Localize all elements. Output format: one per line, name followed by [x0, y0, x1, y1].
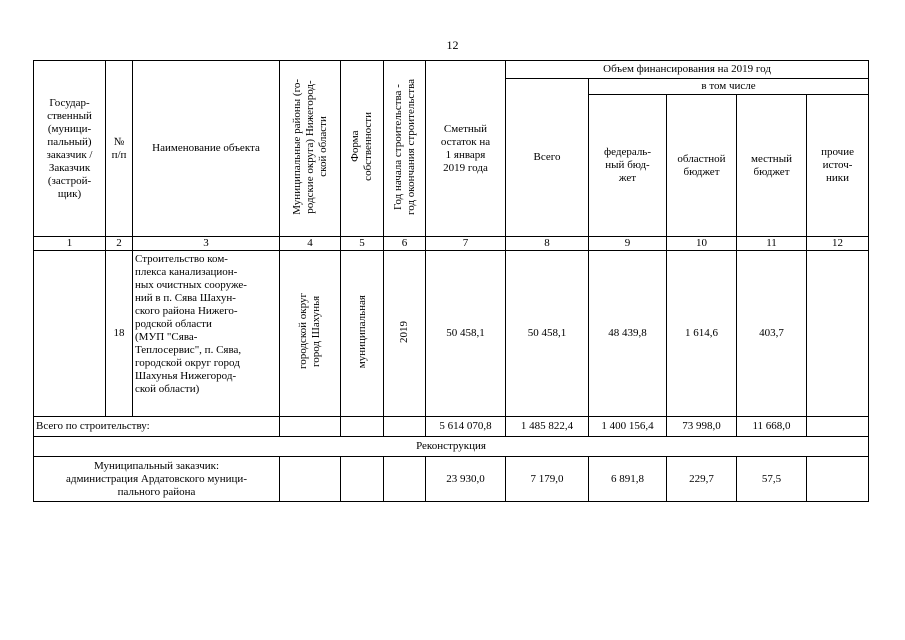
row-object-name: Строительство ком- плекса канализацион- ных очистных сооруже- ний в п. Сява Шахун- ского района Нижего- родской области (МУП "Сява- Теплосервис", п. Сява, городской округ город Шахунья Нижегород- ской области) — [133, 251, 280, 417]
row-federal: 48 439,8 — [589, 251, 667, 417]
row-other — [807, 251, 869, 417]
column-number: 5 — [341, 237, 384, 251]
column-number: 1 — [34, 237, 106, 251]
header-other: прочие источ- ники — [807, 95, 869, 237]
column-number: 10 — [667, 237, 737, 251]
row-local: 403,7 — [737, 251, 807, 417]
header-number: № п/п — [106, 61, 133, 237]
municipal-customer-remaining: 23 930,0 — [426, 457, 506, 502]
construction-total-label: Всего по строительству: — [34, 417, 280, 437]
row-district-cell — [280, 251, 341, 417]
municipal-customer-federal: 6 891,8 — [589, 457, 667, 502]
table-row — [34, 457, 869, 502]
investment-table — [33, 60, 869, 502]
municipal-customer-regional: 229,7 — [667, 457, 737, 502]
table-row — [34, 251, 869, 417]
row-district: городской округ город Шахунья — [297, 293, 322, 370]
header-customer: Государ- ственный (муници- пальный) заказчик / Заказчик (застрой- щик) — [34, 61, 106, 237]
construction-total-federal: 1 400 156,4 — [589, 417, 667, 437]
header-districts: Муниципальные районы (го- родские округа) Нижегород- ской области — [290, 78, 329, 215]
column-number: 11 — [737, 237, 807, 251]
row-ownership-cell — [341, 251, 384, 417]
column-number: 2 — [106, 237, 133, 251]
row-regional: 1 614,6 — [667, 251, 737, 417]
construction-total-local: 11 668,0 — [737, 417, 807, 437]
column-number: 6 — [384, 237, 426, 251]
construction-total-regional: 73 998,0 — [667, 417, 737, 437]
column-number: 7 — [426, 237, 506, 251]
table-row — [34, 437, 869, 457]
row-total: 50 458,1 — [506, 251, 589, 417]
header-ownership: Форма собственности — [349, 112, 374, 181]
header-funding: Объем финансирования на 2019 год — [506, 61, 869, 79]
header-object-name: Наименование объекта — [133, 61, 280, 237]
column-number: 9 — [589, 237, 667, 251]
section-heading: Реконструкция — [34, 437, 869, 457]
header-total: Всего — [506, 79, 589, 237]
header-districts-cell — [280, 61, 341, 237]
row-number: 18 — [106, 251, 133, 417]
municipal-customer-total: 7 179,0 — [506, 457, 589, 502]
header-regional: областной бюджет — [667, 95, 737, 237]
column-number: 12 — [807, 237, 869, 251]
row-ownership: муниципальная — [355, 294, 368, 369]
municipal-customer-local: 57,5 — [737, 457, 807, 502]
header-including: в том числе — [589, 79, 869, 95]
row-year-cell — [384, 251, 426, 417]
column-number: 3 — [133, 237, 280, 251]
construction-total-total: 1 485 822,4 — [506, 417, 589, 437]
column-number: 8 — [506, 237, 589, 251]
header-local: местный бюджет — [737, 95, 807, 237]
row-year: 2019 — [398, 320, 410, 343]
header-remaining: Сметный остаток на 1 января 2019 года — [426, 61, 506, 237]
table-row — [34, 417, 869, 437]
column-number: 4 — [280, 237, 341, 251]
header-years: Год начала строительства - год окончания строительства — [391, 78, 417, 215]
municipal-customer-label: Муниципальный заказчик: администрация Ардатовского муници- пального района — [34, 457, 280, 502]
row-customer — [34, 251, 106, 417]
page-number: 12 — [446, 38, 459, 52]
header-ownership-cell — [341, 61, 384, 237]
header-federal: федераль- ный бюд- жет — [589, 95, 667, 237]
header-years-cell — [384, 61, 426, 237]
row-remaining: 50 458,1 — [426, 251, 506, 417]
construction-total-remaining: 5 614 070,8 — [426, 417, 506, 437]
